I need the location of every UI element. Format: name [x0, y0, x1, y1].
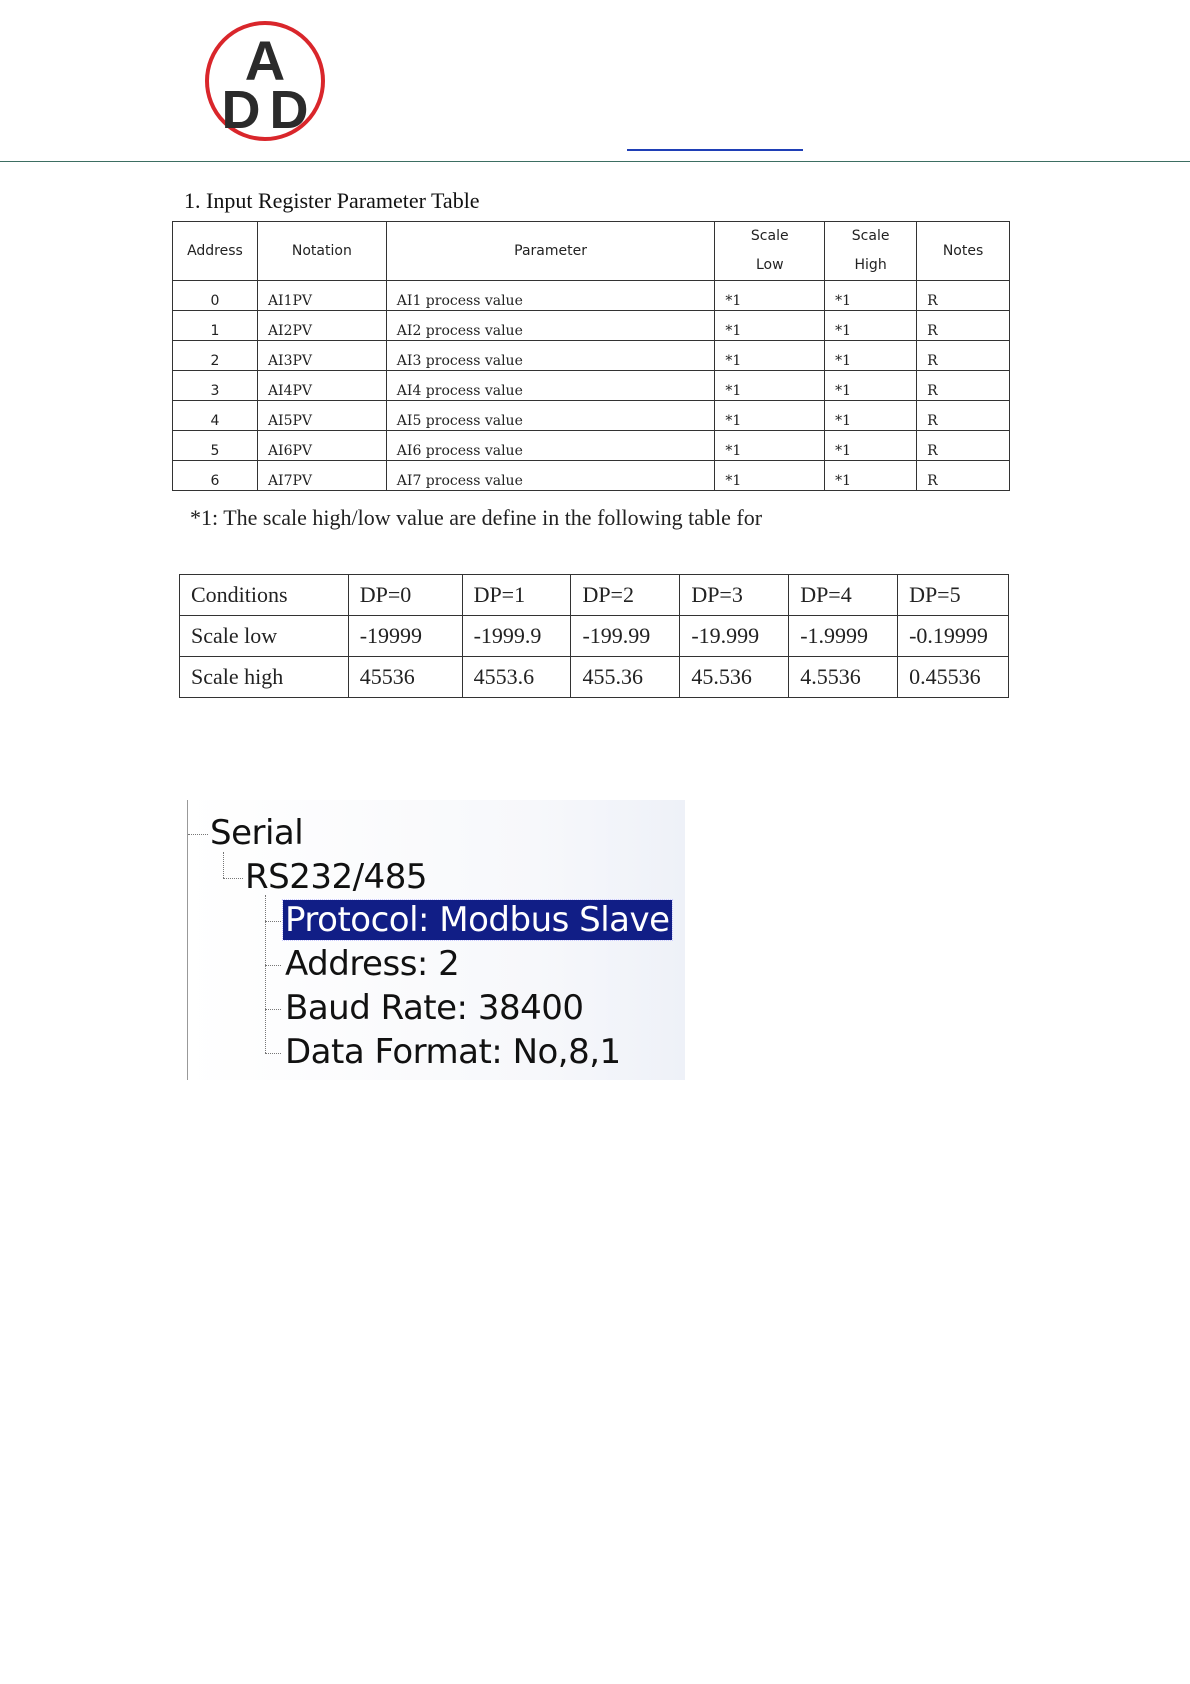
cell-parameter: AI6 process value [386, 431, 715, 461]
tree-item-protocol[interactable]: Protocol: Modbus Slave [285, 900, 670, 940]
tree-connector [223, 852, 224, 878]
tree-item-baud-rate[interactable]: Baud Rate: 38400 [285, 988, 584, 1028]
cell-notes: R [917, 431, 1010, 461]
scale-row-low [180, 616, 1009, 657]
cell-scale-high: *1 [825, 431, 917, 461]
scale-cell: -19.999 [680, 616, 789, 657]
cell-scale-low: *1 [715, 341, 825, 371]
tree-connector [188, 834, 208, 835]
cell-parameter: AI1 process value [386, 281, 715, 311]
scale-cell: -1.9999 [789, 616, 898, 657]
cell-scale-high: *1 [825, 461, 917, 491]
cell-notes: R [917, 371, 1010, 401]
scale-header-dp0: DP=0 [348, 575, 462, 616]
tree-connector [265, 1053, 281, 1054]
tree-frame-edge [187, 800, 188, 1080]
scale-cell: -0.19999 [898, 616, 1009, 657]
cell-notation: AI3PV [257, 341, 386, 371]
table-header-row [173, 222, 1010, 281]
header-notation: Notation [257, 222, 386, 281]
scale-header-dp2: DP=2 [571, 575, 680, 616]
scale-cell: 455.36 [571, 657, 680, 698]
cell-scale-high: *1 [825, 371, 917, 401]
cell-notation: AI4PV [257, 371, 386, 401]
cell-notation: AI1PV [257, 281, 386, 311]
scale-header-dp5: DP=5 [898, 575, 1009, 616]
cell-notation: AI5PV [257, 401, 386, 431]
input-register-table [172, 221, 1010, 491]
table-row [173, 311, 1010, 341]
cell-parameter: AI7 process value [386, 461, 715, 491]
cell-scale-low: *1 [715, 461, 825, 491]
serial-settings-tree [185, 800, 685, 1080]
logo-letter-a: A [244, 29, 286, 92]
cell-scale-low: *1 [715, 281, 825, 311]
header-address: Address [173, 222, 258, 281]
cell-parameter: AI3 process value [386, 341, 715, 371]
tree-node-serial[interactable]: Serial [210, 813, 304, 853]
table-row [173, 401, 1010, 431]
cell-notes: R [917, 401, 1010, 431]
cell-parameter: AI5 process value [386, 401, 715, 431]
cell-scale-low: *1 [715, 401, 825, 431]
scale-cell: -1999.9 [462, 616, 571, 657]
cell-notation: AI7PV [257, 461, 386, 491]
cell-scale-high: *1 [825, 341, 917, 371]
table-row [173, 281, 1010, 311]
tree-connector [223, 878, 243, 879]
table-row [173, 341, 1010, 371]
add-logo [204, 20, 326, 142]
table-row [173, 461, 1010, 491]
cell-notes: R [917, 281, 1010, 311]
cell-scale-low: *1 [715, 311, 825, 341]
cell-scale-low: *1 [715, 371, 825, 401]
tree-connector [265, 921, 281, 922]
scale-cell: Scale low [180, 616, 349, 657]
tree-item-data-format[interactable]: Data Format: No,8,1 [285, 1032, 621, 1072]
scale-cell: 0.45536 [898, 657, 1009, 698]
cell-parameter: AI2 process value [386, 311, 715, 341]
cell-notes: R [917, 341, 1010, 371]
tree-connector [265, 1009, 281, 1010]
table-row [173, 371, 1010, 401]
cell-parameter: AI4 process value [386, 371, 715, 401]
cell-notation: AI6PV [257, 431, 386, 461]
logo-letter-d2: D [269, 80, 309, 140]
cell-notes: R [917, 461, 1010, 491]
table-row [173, 431, 1010, 461]
scale-header-row [180, 575, 1009, 616]
cell-address: 5 [173, 431, 258, 461]
scale-cell: 45536 [348, 657, 462, 698]
header-link-underline[interactable] [627, 149, 803, 151]
cell-scale-low: *1 [715, 431, 825, 461]
scale-table [179, 574, 1009, 698]
scale-cell: Scale high [180, 657, 349, 698]
scale-cell: -199.99 [571, 616, 680, 657]
cell-notation: AI2PV [257, 311, 386, 341]
cell-scale-high: *1 [825, 281, 917, 311]
header-parameter: Parameter [386, 222, 715, 281]
cell-address: 1 [173, 311, 258, 341]
cell-notes: R [917, 311, 1010, 341]
header-scale-low: Scale Low [715, 222, 825, 281]
cell-address: 6 [173, 461, 258, 491]
cell-address: 4 [173, 401, 258, 431]
cell-scale-high: *1 [825, 401, 917, 431]
header-divider [0, 161, 1190, 162]
logo-letter-d1: D [221, 80, 261, 140]
scale-cell: -19999 [348, 616, 462, 657]
scale-header-dp1: DP=1 [462, 575, 571, 616]
scale-header-dp3: DP=3 [680, 575, 789, 616]
scale-cell: 4.5536 [789, 657, 898, 698]
tree-connector [265, 965, 281, 966]
scale-header-conditions: Conditions [180, 575, 349, 616]
scale-cell: 4553.6 [462, 657, 571, 698]
cell-address: 2 [173, 341, 258, 371]
footnote: *1: The scale high/low value are define in the following table for [190, 505, 763, 530]
cell-address: 0 [173, 281, 258, 311]
scale-header-dp4: DP=4 [789, 575, 898, 616]
scale-cell: 45.536 [680, 657, 789, 698]
header-scale-high: Scale High [825, 222, 917, 281]
scale-row-high [180, 657, 1009, 698]
tree-connector [265, 895, 266, 1053]
cell-scale-high: *1 [825, 311, 917, 341]
header-notes: Notes [917, 222, 1010, 281]
tree-node-rs232-485[interactable]: RS232/485 [245, 857, 427, 897]
section-title: 1. Input Register Parameter Table [184, 188, 480, 213]
cell-address: 3 [173, 371, 258, 401]
tree-item-address[interactable]: Address: 2 [285, 944, 460, 984]
